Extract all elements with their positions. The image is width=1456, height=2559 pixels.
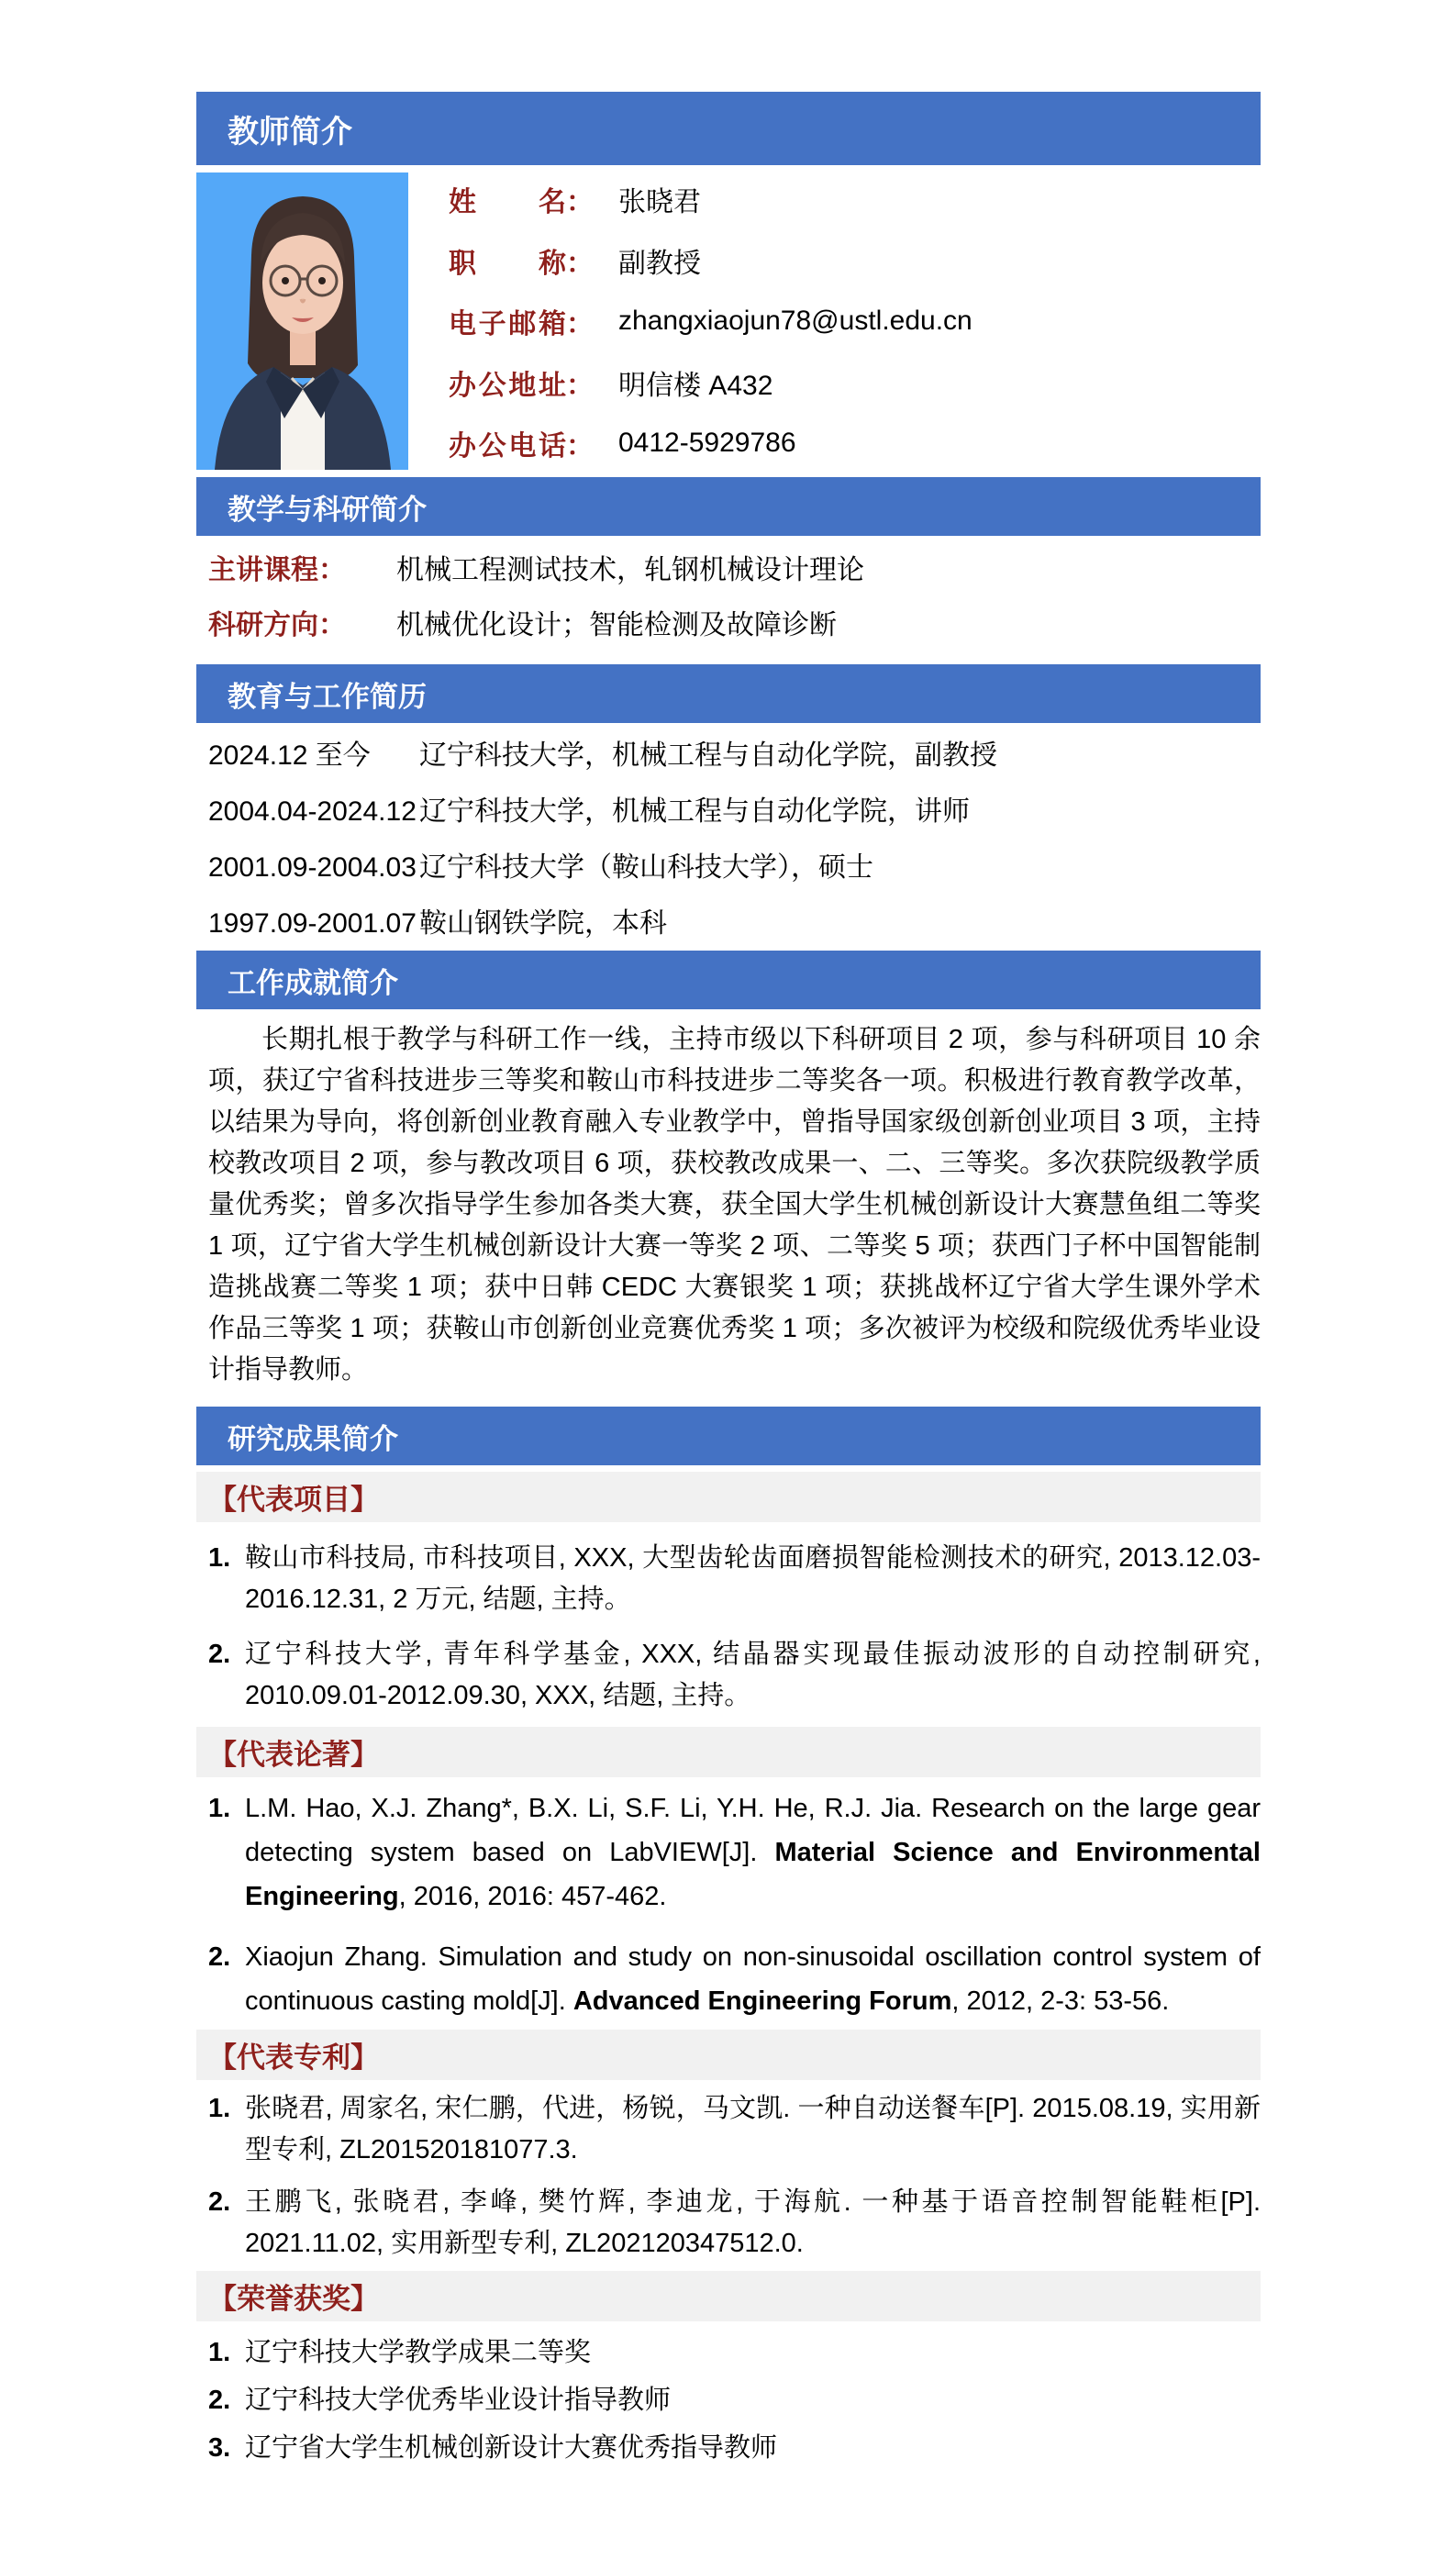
field-colon: ： <box>566 431 594 462</box>
section-title: 工作成就简介 <box>228 966 398 999</box>
subsection-patents-heading <box>196 2030 1261 2080</box>
item-number: 2. <box>208 1942 231 1972</box>
section-title: 教师简介 <box>228 114 352 150</box>
field-colon: ： <box>566 248 594 279</box>
item-number: 2. <box>208 1640 231 1669</box>
subsection-title: 【荣誉获奖】 <box>208 2283 379 2315</box>
profile-fields <box>449 172 1261 470</box>
research-direction-row <box>208 606 1261 645</box>
career-row <box>208 850 1261 886</box>
achievements-paragraph: 长期扎根于教学与科研工作一线，主持市级以下科研项目 2 项，参与科研项目 10 余项，获辽宁省科技进步三等奖和鞍山市科技进步二等奖各一项。积极进行教育教学改革，以结果为导向，将创新创业教育融入专业教学中，曾指导国家级创新创业项目 3 项，主持校教改项目 2 项，参与教改项目 6 项，获校教改成果一、二、三等奖。多次获院级教学质量优秀奖；曾多次指导学生参加各类大赛，获全国大学生机械创新设计大赛慧鱼组二等奖 1 项，辽宁省大学生机械创新设计大赛一等奖 2 项、二等奖 5 项；获西门子杯中国智能制造挑战赛二等奖 1 项；获中日韩 CEDC 大赛银奖 1 项；获挑战杯辽宁省大学生课外学术作品三等奖 1 项；获鞍山市创新创业竞赛优秀奖 1 项；多次被评为校级和院级优秀毕业设计指导教师。 <box>208 1025 1261 1385</box>
career-row <box>208 906 1261 942</box>
item-text <box>245 1935 1261 2023</box>
item-number: 2. <box>208 2386 231 2415</box>
item-text: 辽宁科技大学, 青年科学基金, XXX, 结晶器实现最佳振动波形的自动控制研究, 2010.09.01-2012.09.30, XXX, 结题, 主持。 <box>245 1640 1261 1710</box>
item-number: 1. <box>208 2094 231 2123</box>
honor-item <box>208 2334 1261 2371</box>
career-period: 2004.04-2024.12 <box>208 796 417 827</box>
paper-citation-tail: , 2016, 2016: 457-462. <box>398 1882 667 1911</box>
item-text: 王鹏飞, 张晓君, 李峰, 樊竹辉, 李迪龙, 于海航. 一种基于语音控制智能鞋柜[P]. 2021.11.02, 实用新型专利, ZL202120347512.0. <box>245 2187 1261 2258</box>
profile-block <box>196 172 1261 470</box>
page-content <box>196 0 1261 2466</box>
section-header-work-achievements <box>196 951 1261 1009</box>
subsection-title: 【代表论著】 <box>208 1739 379 1771</box>
paper-item <box>208 1935 1261 2023</box>
subsection-title: 【代表项目】 <box>208 1484 379 1516</box>
paper-citation-tail: , 2012, 2-3: 53-56. <box>951 1986 1170 2016</box>
row-label: 科研方向： <box>208 610 346 640</box>
field-value: 张晓君 <box>618 187 701 217</box>
career-row <box>208 794 1261 830</box>
subsection-honors-heading <box>196 2271 1261 2321</box>
career-desc: 辽宁科技大学，机械工程与自动化学院，讲师 <box>419 796 970 827</box>
teacher-photo <box>196 172 408 470</box>
item-number: 2. <box>208 2187 231 2217</box>
career-row <box>208 738 1261 774</box>
field-value: 副教授 <box>618 248 701 279</box>
career-period: 2001.09-2004.03 <box>208 852 417 883</box>
field-colon: ： <box>566 370 594 401</box>
career-desc: 辽宁科技大学，机械工程与自动化学院，副教授 <box>419 740 997 771</box>
field-office-address <box>449 362 1261 404</box>
field-label: 办公电话 <box>449 431 566 462</box>
patent-item <box>208 2182 1261 2264</box>
field-value: 0412-5929786 <box>618 428 796 458</box>
row-value: 机械优化设计；智能检测及故障诊断 <box>396 610 837 640</box>
field-label: 电子邮箱 <box>449 309 566 339</box>
section-header-education-career <box>196 664 1261 723</box>
field-label: 姓名 <box>449 187 566 217</box>
field-value: zhangxiaojun78@ustl.edu.cn <box>618 306 973 336</box>
subsection-papers-heading <box>196 1727 1261 1777</box>
field-colon: ： <box>566 187 594 217</box>
field-office-phone <box>449 422 1261 464</box>
paper-citation: L.M. Hao, X.J. Zhang*, B.X. Li, S.F. Li, Y.H. He, R.J. Jia. Research on the large gear detecting system based on LabVIEW[J]. <box>245 1794 1261 1867</box>
item-number: 3. <box>208 2433 231 2463</box>
section-title: 教育与工作简历 <box>228 680 427 713</box>
field-value: 明信楼 A432 <box>618 370 773 401</box>
career-period: 2024.12 至今 <box>208 740 371 771</box>
section-title: 研究成果简介 <box>228 1422 398 1455</box>
section-header-teacher-intro <box>196 92 1261 165</box>
field-title <box>449 239 1261 282</box>
subsection-projects-heading <box>196 1472 1261 1522</box>
career-desc: 鞍山钢铁学院，本科 <box>419 908 667 939</box>
section-header-teaching-research <box>196 477 1261 536</box>
journal-name: Advanced Engineering Forum <box>572 1986 952 2016</box>
item-text: 辽宁科技大学优秀毕业设计指导教师 <box>245 2386 672 2415</box>
item-number: 1. <box>208 1543 231 1573</box>
career-period: 1997.09-2001.07 <box>208 908 417 939</box>
item-text <box>245 1786 1261 1919</box>
project-item <box>208 1634 1261 1717</box>
field-label: 办公地址 <box>449 370 566 401</box>
item-number: 1. <box>208 2338 231 2367</box>
item-text: 鞍山市科技局, 市科技项目, XXX, 大型齿轮齿面磨损智能检测技术的研究, 2013.12.03-2016.12.31, 2 万元, 结题, 主持。 <box>245 1543 1261 1614</box>
field-email <box>449 300 1261 342</box>
item-text: 辽宁科技大学教学成果二等奖 <box>245 2338 592 2367</box>
item-number: 1. <box>208 1794 231 1823</box>
career-desc: 辽宁科技大学（鞍山科技大学），硕士 <box>419 852 873 883</box>
item-text: 张晓君, 周家名, 宋仁鹏，代进，杨锐，马文凯. 一种自动送餐车[P]. 2015.08.19, 实用新型专利, ZL201520181077.3. <box>245 2094 1261 2164</box>
journal-name: Material Science and Environmental Engineering <box>245 1838 1261 1911</box>
portrait-illustration <box>196 172 408 470</box>
section-title: 教学与科研简介 <box>228 493 427 526</box>
field-label: 职称 <box>449 248 566 279</box>
paper-item <box>208 1786 1261 1919</box>
project-item <box>208 1538 1261 1620</box>
field-name <box>449 178 1261 220</box>
paper-citation: Xiaojun Zhang. Simulation and study on non-sinusoidal oscillation control system of continuous casting mold[J]. <box>245 1942 1261 2016</box>
field-colon: ： <box>566 309 594 339</box>
honor-item <box>208 2430 1261 2466</box>
section-header-research-results <box>196 1407 1261 1465</box>
row-value: 机械工程测试技术，轧钢机械设计理论 <box>396 555 864 585</box>
patent-item <box>208 2088 1261 2171</box>
subsection-title: 【代表专利】 <box>208 2042 379 2074</box>
honor-item <box>208 2382 1261 2419</box>
item-text: 辽宁省大学生机械创新设计大赛优秀指导教师 <box>245 2433 778 2463</box>
teaching-courses-row <box>208 551 1261 590</box>
row-label: 主讲课程： <box>208 555 346 585</box>
